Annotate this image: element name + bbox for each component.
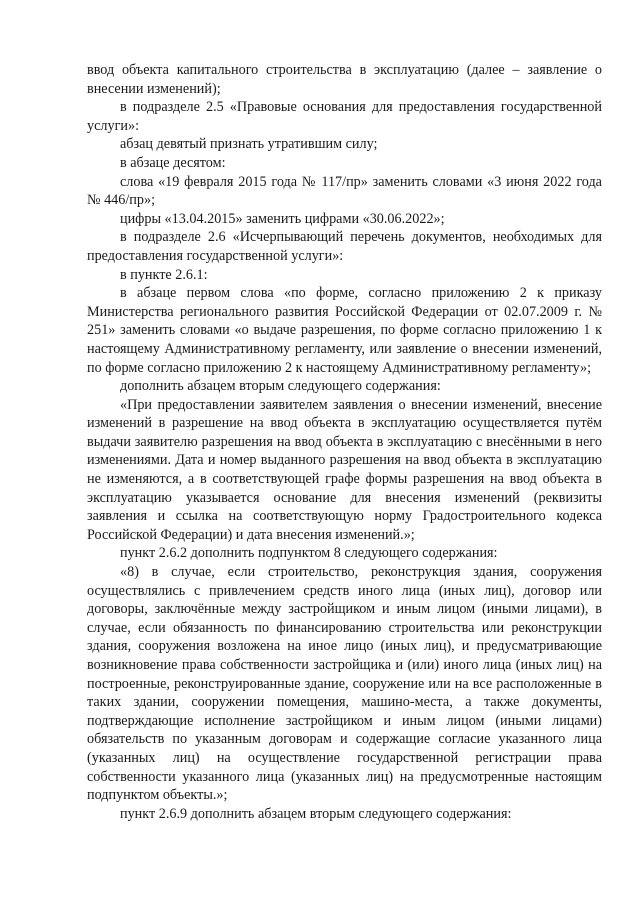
paragraph-subsection-2-5: в подразделе 2.5 «Правовые основания для предоставления государственной услуги»:	[87, 99, 602, 134]
paragraph-item-2-6-1: в пункте 2.6.1:	[120, 266, 208, 283]
paragraph-digits-replace: цифры «13.04.2015» заменить цифрами «30.06.2022»;	[120, 210, 445, 227]
paragraph-continuation: ввод объекта капитального строительства в эксплуатацию (далее – заявление о внесении изменений);	[87, 62, 602, 97]
paragraph-first-abzac: в абзаце первом слова «по форме, согласно приложению 2 к приказу Министерства регионального развития Российской Федерации от 02.07.2009 г. № 251» заменить словами «о выдаче разрешения, по форме согласно приложению 1 к настоящему Административному регламенту, или заявление о внесении изменений, по форме согласно приложению 2 к настоящему Административному регламенту»;	[87, 285, 602, 376]
paragraph-words-replace: слова «19 февраля 2015 года № 117/пр» заменить словами «3 июня 2022 года № 446/пр»;	[87, 173, 602, 209]
paragraph-quote-changes: «При предоставлении заявителем заявления о внесении изменений, внесение изменений в разрешение на ввод объекта в эксплуатацию осуществляется путём выдачи заявителю разрешения на ввод объекта в эксплуатацию с внесёнными в него изменениями. Дата и номер выданного разрешения на ввод объекта в эксплуатацию не изменяются, а в соответствующей графе формы разрешения на ввод объекта в эксплуатацию указывается основание для внесения изменений (реквизиты заявления и ссылка на соответствующую норму Градостроительного кодекса Российской Федерации) и дата внесения изменений.»;	[87, 396, 602, 543]
paragraph-abzac-10: в абзаце десятом:	[120, 154, 226, 171]
paragraph-abzac-9: абзац девятый признать утратившим силу;	[120, 136, 378, 153]
paragraph-subitem-8: «8) в случае, если строительство, реконструкция здания, сооружения осуществлялись с привлечением средств иного лица (иных лиц), договор или договоры, заключённые между застройщиком и иным лицом (иными лицами), в случае, если обязанность по финансированию строительства или реконструкции здания, сооружения возложена на иное лицо (иных лиц), и предусматривающие возникновение права собственности застройщика и (или) иного лица (иных лиц) на построенные, реконструированные здание, сооружение или на все расположенные в таких здании, сооружении помещения, машино-места, а также документы, подтверждающие исполнение застройщиком и иным лицом (иными лицами) обязательств по указанным договорам и содержащие согласие указанного лица (указанных лиц) на осуществление государственной регистрации права собственности указанного лица (указанных лиц) на предусмотренные настоящим подпунктом объекты.»;	[87, 564, 602, 804]
paragraph-subsection-2-6: в подразделе 2.6 «Исчерпывающий перечень документов, необходимых для предоставления государственной услуги»:	[87, 229, 602, 264]
paragraph-item-2-6-9: пункт 2.6.9 дополнить абзацем вторым следующего содержания:	[120, 805, 512, 822]
paragraph-add-second-abzac: дополнить абзацем вторым следующего содержания:	[120, 378, 441, 395]
paragraph-item-2-6-2: пункт 2.6.2 дополнить подпунктом 8 следующего содержания:	[120, 545, 498, 562]
